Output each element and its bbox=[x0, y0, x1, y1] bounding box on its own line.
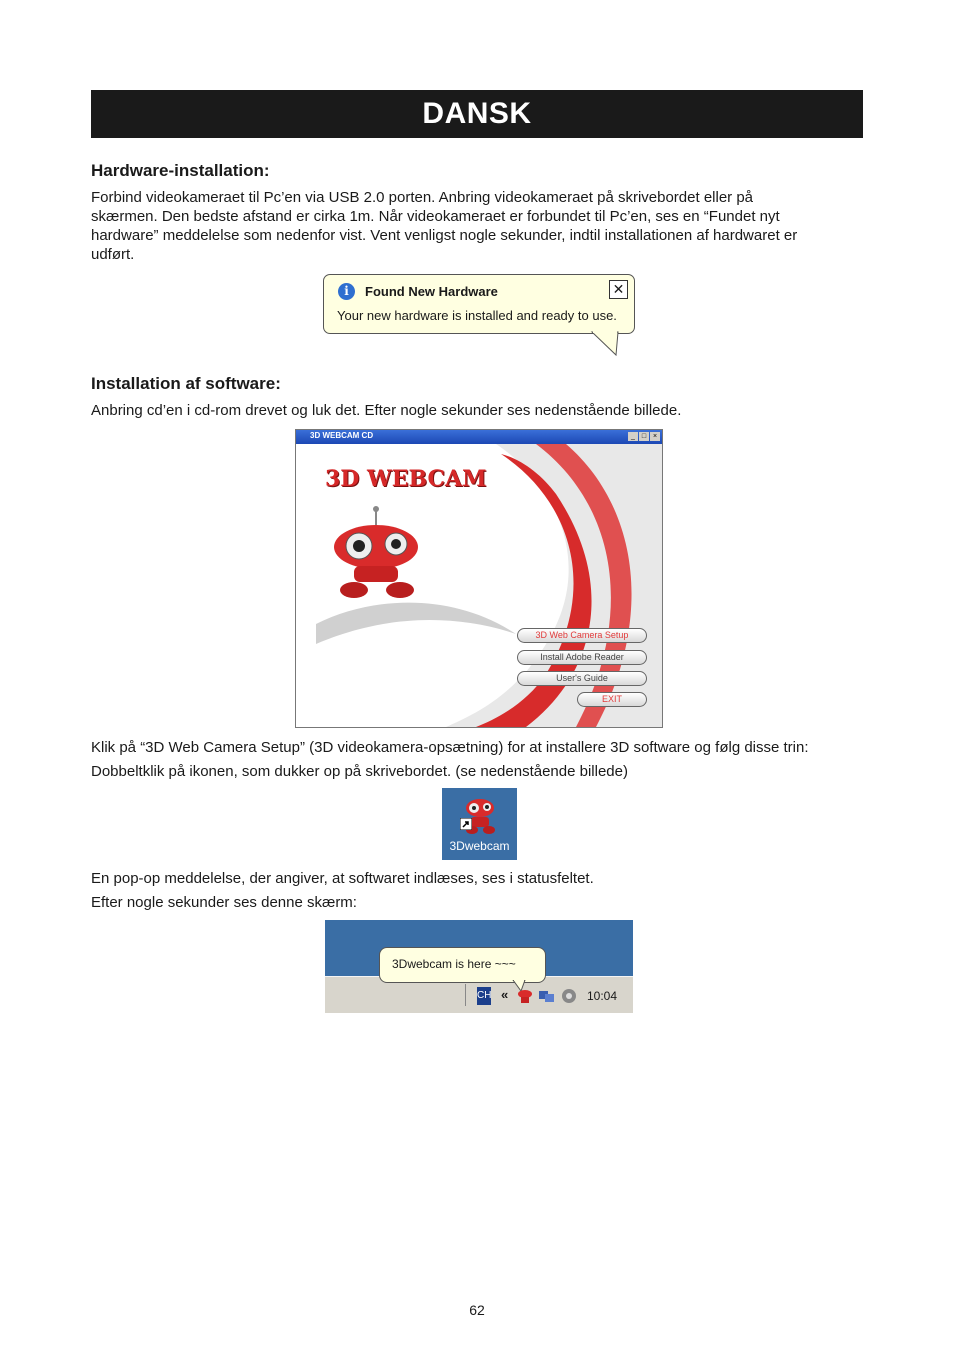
balloon-tail-icon bbox=[590, 330, 620, 358]
double-click-paragraph: Dobbeltklik på ikonen, som dukker op på skrivebordet. (se nedenstående billede) bbox=[91, 763, 628, 780]
software-heading: Installation af software: bbox=[91, 374, 281, 393]
banner-title: DANSK bbox=[422, 97, 532, 130]
webcam-mascot-icon bbox=[326, 502, 426, 602]
exit-button[interactable]: EXIT bbox=[577, 692, 647, 707]
hardware-paragraph bbox=[91, 188, 863, 264]
window-title: 3D WEBCAM CD bbox=[310, 431, 374, 440]
close-icon[interactable]: ✕ bbox=[609, 280, 628, 299]
webcam-logo: 3D WEBCAM bbox=[325, 466, 487, 492]
chevron-left-icon[interactable]: « bbox=[501, 987, 509, 1002]
maximize-button[interactable]: □ bbox=[639, 432, 649, 441]
window-titlebar bbox=[296, 430, 662, 444]
language-banner bbox=[91, 90, 863, 138]
found-new-hardware-balloon bbox=[323, 274, 635, 334]
info-icon: i bbox=[338, 283, 355, 300]
balloon-title: Found New Hardware bbox=[365, 284, 498, 299]
volume-icon[interactable] bbox=[561, 988, 577, 1004]
hardware-line-2: skærmen. Den bedste afstand er cirka 1m. Når videokameraet er forbundet til Pc’en, ses en “Fundet nyt bbox=[91, 208, 780, 225]
language-indicator[interactable]: CH bbox=[477, 987, 491, 1005]
hardware-line-4: udført. bbox=[91, 246, 135, 263]
desktop-icon-label: 3Dwebcam bbox=[449, 839, 510, 853]
setup-button[interactable]: 3D Web Camera Setup bbox=[517, 628, 647, 643]
tray-clock: 10:04 bbox=[587, 989, 618, 1003]
close-button[interactable]: × bbox=[650, 432, 660, 441]
system-tray-screenshot bbox=[325, 920, 633, 1013]
window-controls bbox=[628, 432, 660, 441]
popup-paragraph: En pop-op meddelelse, der angiver, at softwaret indlæses, ses i statusfeltet. bbox=[91, 870, 594, 887]
adobe-reader-button[interactable]: Install Adobe Reader bbox=[517, 650, 647, 665]
balloon-message: Your new hardware is installed and ready to use. bbox=[337, 308, 617, 323]
page-number: 62 bbox=[469, 1302, 485, 1318]
users-guide-button[interactable]: User's Guide bbox=[517, 671, 647, 686]
hardware-heading: Hardware-installation: bbox=[91, 161, 270, 180]
hardware-line-1: Forbind videokameraet til Pc’en via USB 2.0 porten. Anbring videokameraet på skrivebordet eller på bbox=[91, 189, 754, 206]
software-paragraph: Anbring cd’en i cd-rom drevet og luk det. Efter nogle sekunder ses nedenstående billede. bbox=[91, 402, 682, 419]
shortcut-arrow-icon bbox=[460, 818, 472, 830]
tray-divider bbox=[465, 984, 466, 1006]
click-setup-paragraph: Klik på “3D Web Camera Setup” (3D videokamera-opsætning) for at installere 3D software og følg disse trin: bbox=[91, 739, 809, 756]
minimize-button[interactable]: _ bbox=[628, 432, 638, 441]
desktop-icon-3dwebcam[interactable] bbox=[442, 788, 517, 860]
webcam-tray-icon[interactable] bbox=[517, 988, 533, 1004]
webcam-cd-window bbox=[295, 429, 663, 728]
after-paragraph: Efter nogle sekunder ses denne skærm: bbox=[91, 894, 357, 911]
tray-balloon bbox=[379, 947, 546, 983]
hardware-line-3: hardware” meddelelse som nedenfor vist. Vent venligst nogle sekunder, indtil installationen af hardwaret er bbox=[91, 227, 798, 244]
tray-balloon-text: 3Dwebcam is here ~~~ bbox=[392, 957, 516, 971]
network-icon[interactable] bbox=[538, 988, 556, 1004]
